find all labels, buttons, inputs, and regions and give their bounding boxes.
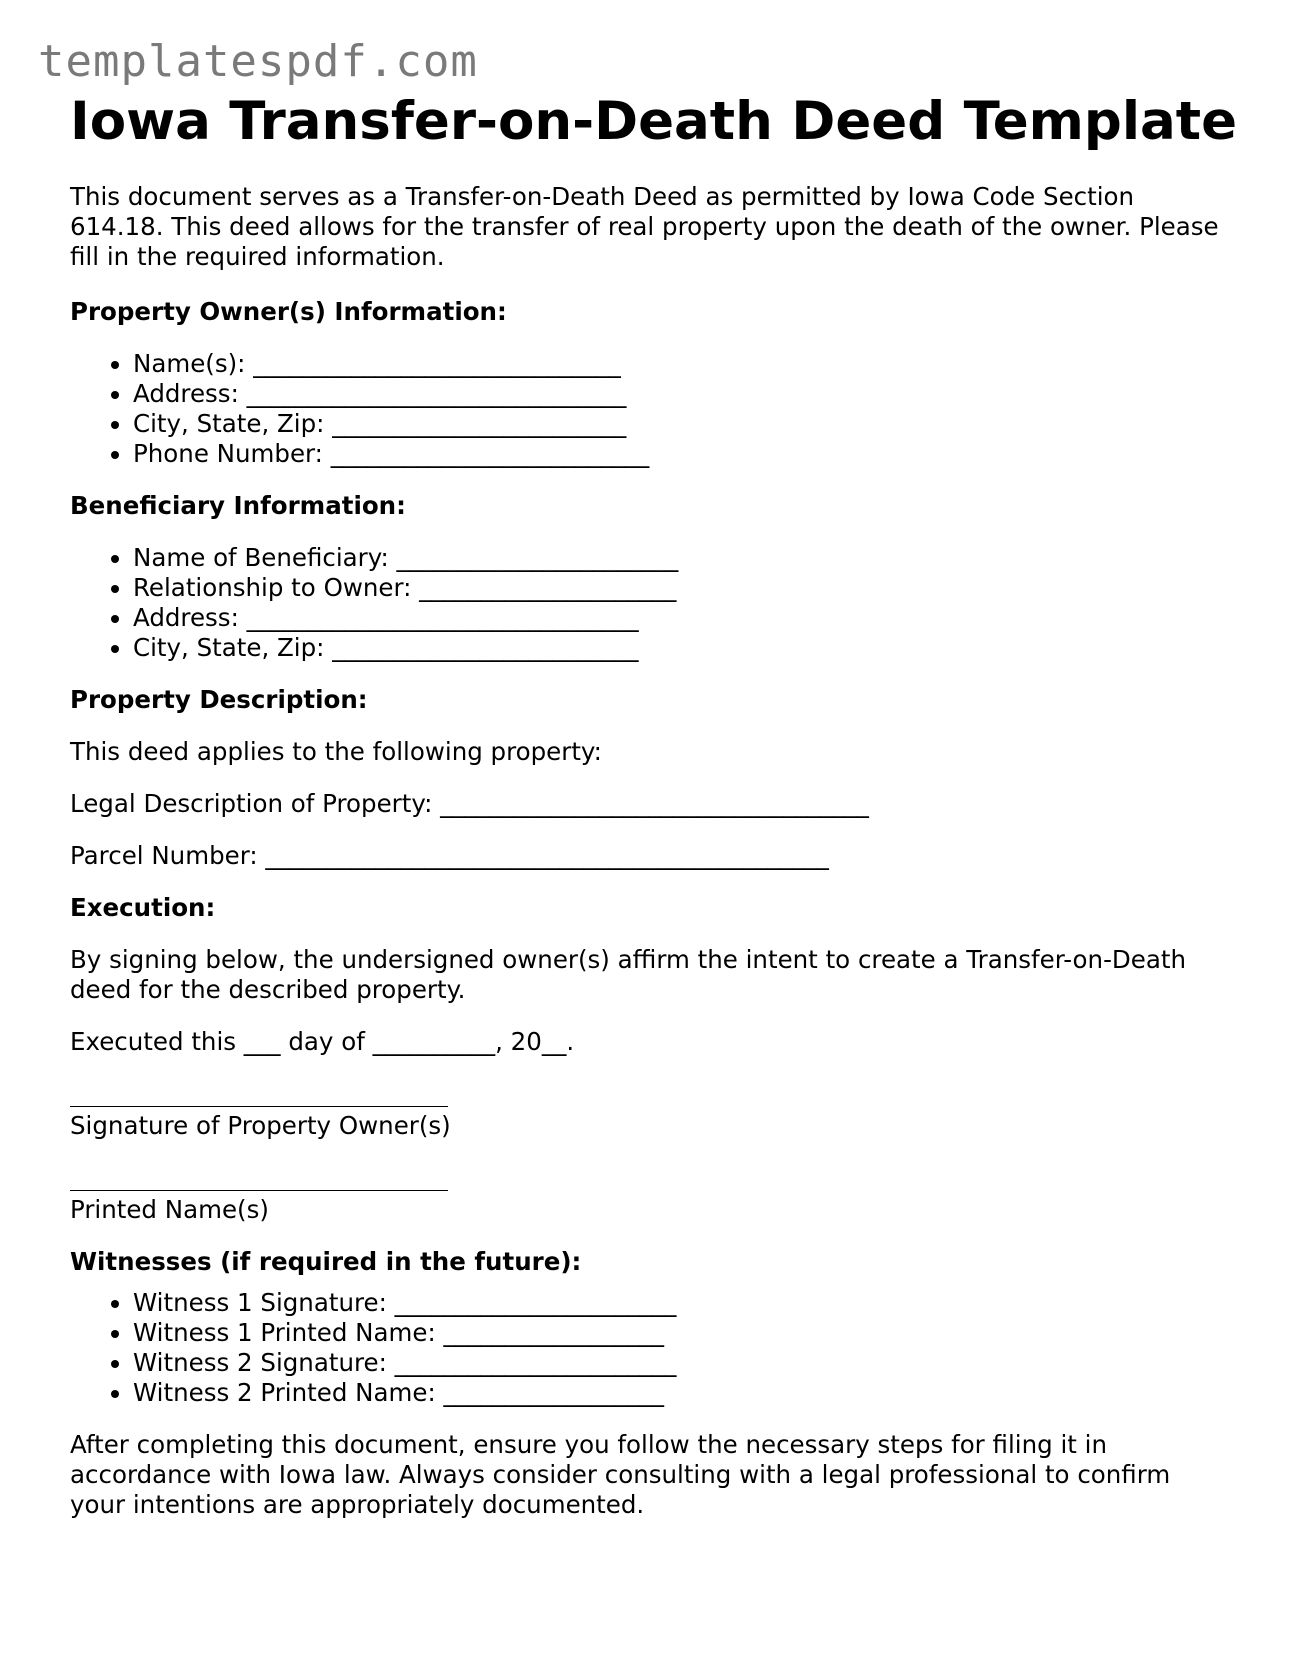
beneficiary-fields-list: [70, 543, 1230, 663]
intro-paragraph: This document serves as a Transfer-on-Death Deed as permitted by Iowa Code Section 614.18. This deed allows for the transfer of real property upon the death of the owner. Please fill in the required information.: [70, 182, 1219, 271]
parcel-number-field: Parcel Number: ______________________________________________: [70, 841, 829, 870]
property-applies-text: This deed applies to the following property:: [70, 737, 602, 766]
owner-name-field: • Name(s): ______________________________: [133, 349, 1230, 379]
closing-paragraph: After completing this document, ensure you follow the necessary steps for filing it in accordance with Iowa law. Always consider consulting with a legal professional to confirm your intentions are appropriately documented.: [70, 1430, 1171, 1519]
execution-text: By signing below, the undersigned owner(s) affirm the intent to create a Transfer-on-Death deed for the described property.: [70, 945, 1186, 1004]
owner-signature-line: [70, 1081, 1230, 1111]
owner-address-field: • Address: _______________________________: [133, 379, 1230, 409]
legal-description-field: Legal Description of Property: ___________________________________: [70, 789, 869, 818]
owner-signature-label: Signature of Property Owner(s): [70, 1111, 451, 1140]
beneficiary-section-heading: Beneficiary Information:: [70, 491, 406, 520]
witness1-printed-name-field: • Witness 1 Printed Name: __________________: [133, 1318, 1230, 1348]
witness2-printed-name-field: • Witness 2 Printed Name: __________________: [133, 1378, 1230, 1408]
witness-section-heading: Witnesses (if required in the future):: [70, 1247, 582, 1276]
execution-section-heading: Execution:: [70, 893, 216, 922]
beneficiary-city-state-zip-field: • City, State, Zip: _________________________: [133, 633, 1230, 663]
beneficiary-relationship-field: • Relationship to Owner: _____________________: [133, 573, 1230, 603]
witness-fields-list: [70, 1288, 1230, 1408]
owner-section-heading: Property Owner(s) Information:: [70, 297, 507, 326]
beneficiary-name-field: • Name of Beneficiary: _______________________: [133, 543, 1230, 573]
document-page: [70, 91, 1238, 1520]
document-title: Iowa Transfer-on-Death Deed Template: [70, 91, 1238, 152]
beneficiary-address-field: • Address: ________________________________: [133, 603, 1230, 633]
witness1-signature-field: • Witness 1 Signature: _______________________: [133, 1288, 1230, 1318]
watermark: templatespdf.com: [38, 36, 478, 87]
owner-phone-field: • Phone Number: __________________________: [133, 439, 1230, 469]
owner-fields-list: [70, 349, 1230, 469]
printed-name-label: Printed Name(s): [70, 1195, 269, 1224]
executed-date-line: Executed this ___ day of __________, 20__.: [70, 1027, 575, 1056]
property-section-heading: Property Description:: [70, 685, 368, 714]
witness2-signature-field: • Witness 2 Signature: _______________________: [133, 1348, 1230, 1378]
owner-city-state-zip-field: • City, State, Zip: ________________________: [133, 409, 1230, 439]
printed-name-line: [70, 1165, 1230, 1195]
